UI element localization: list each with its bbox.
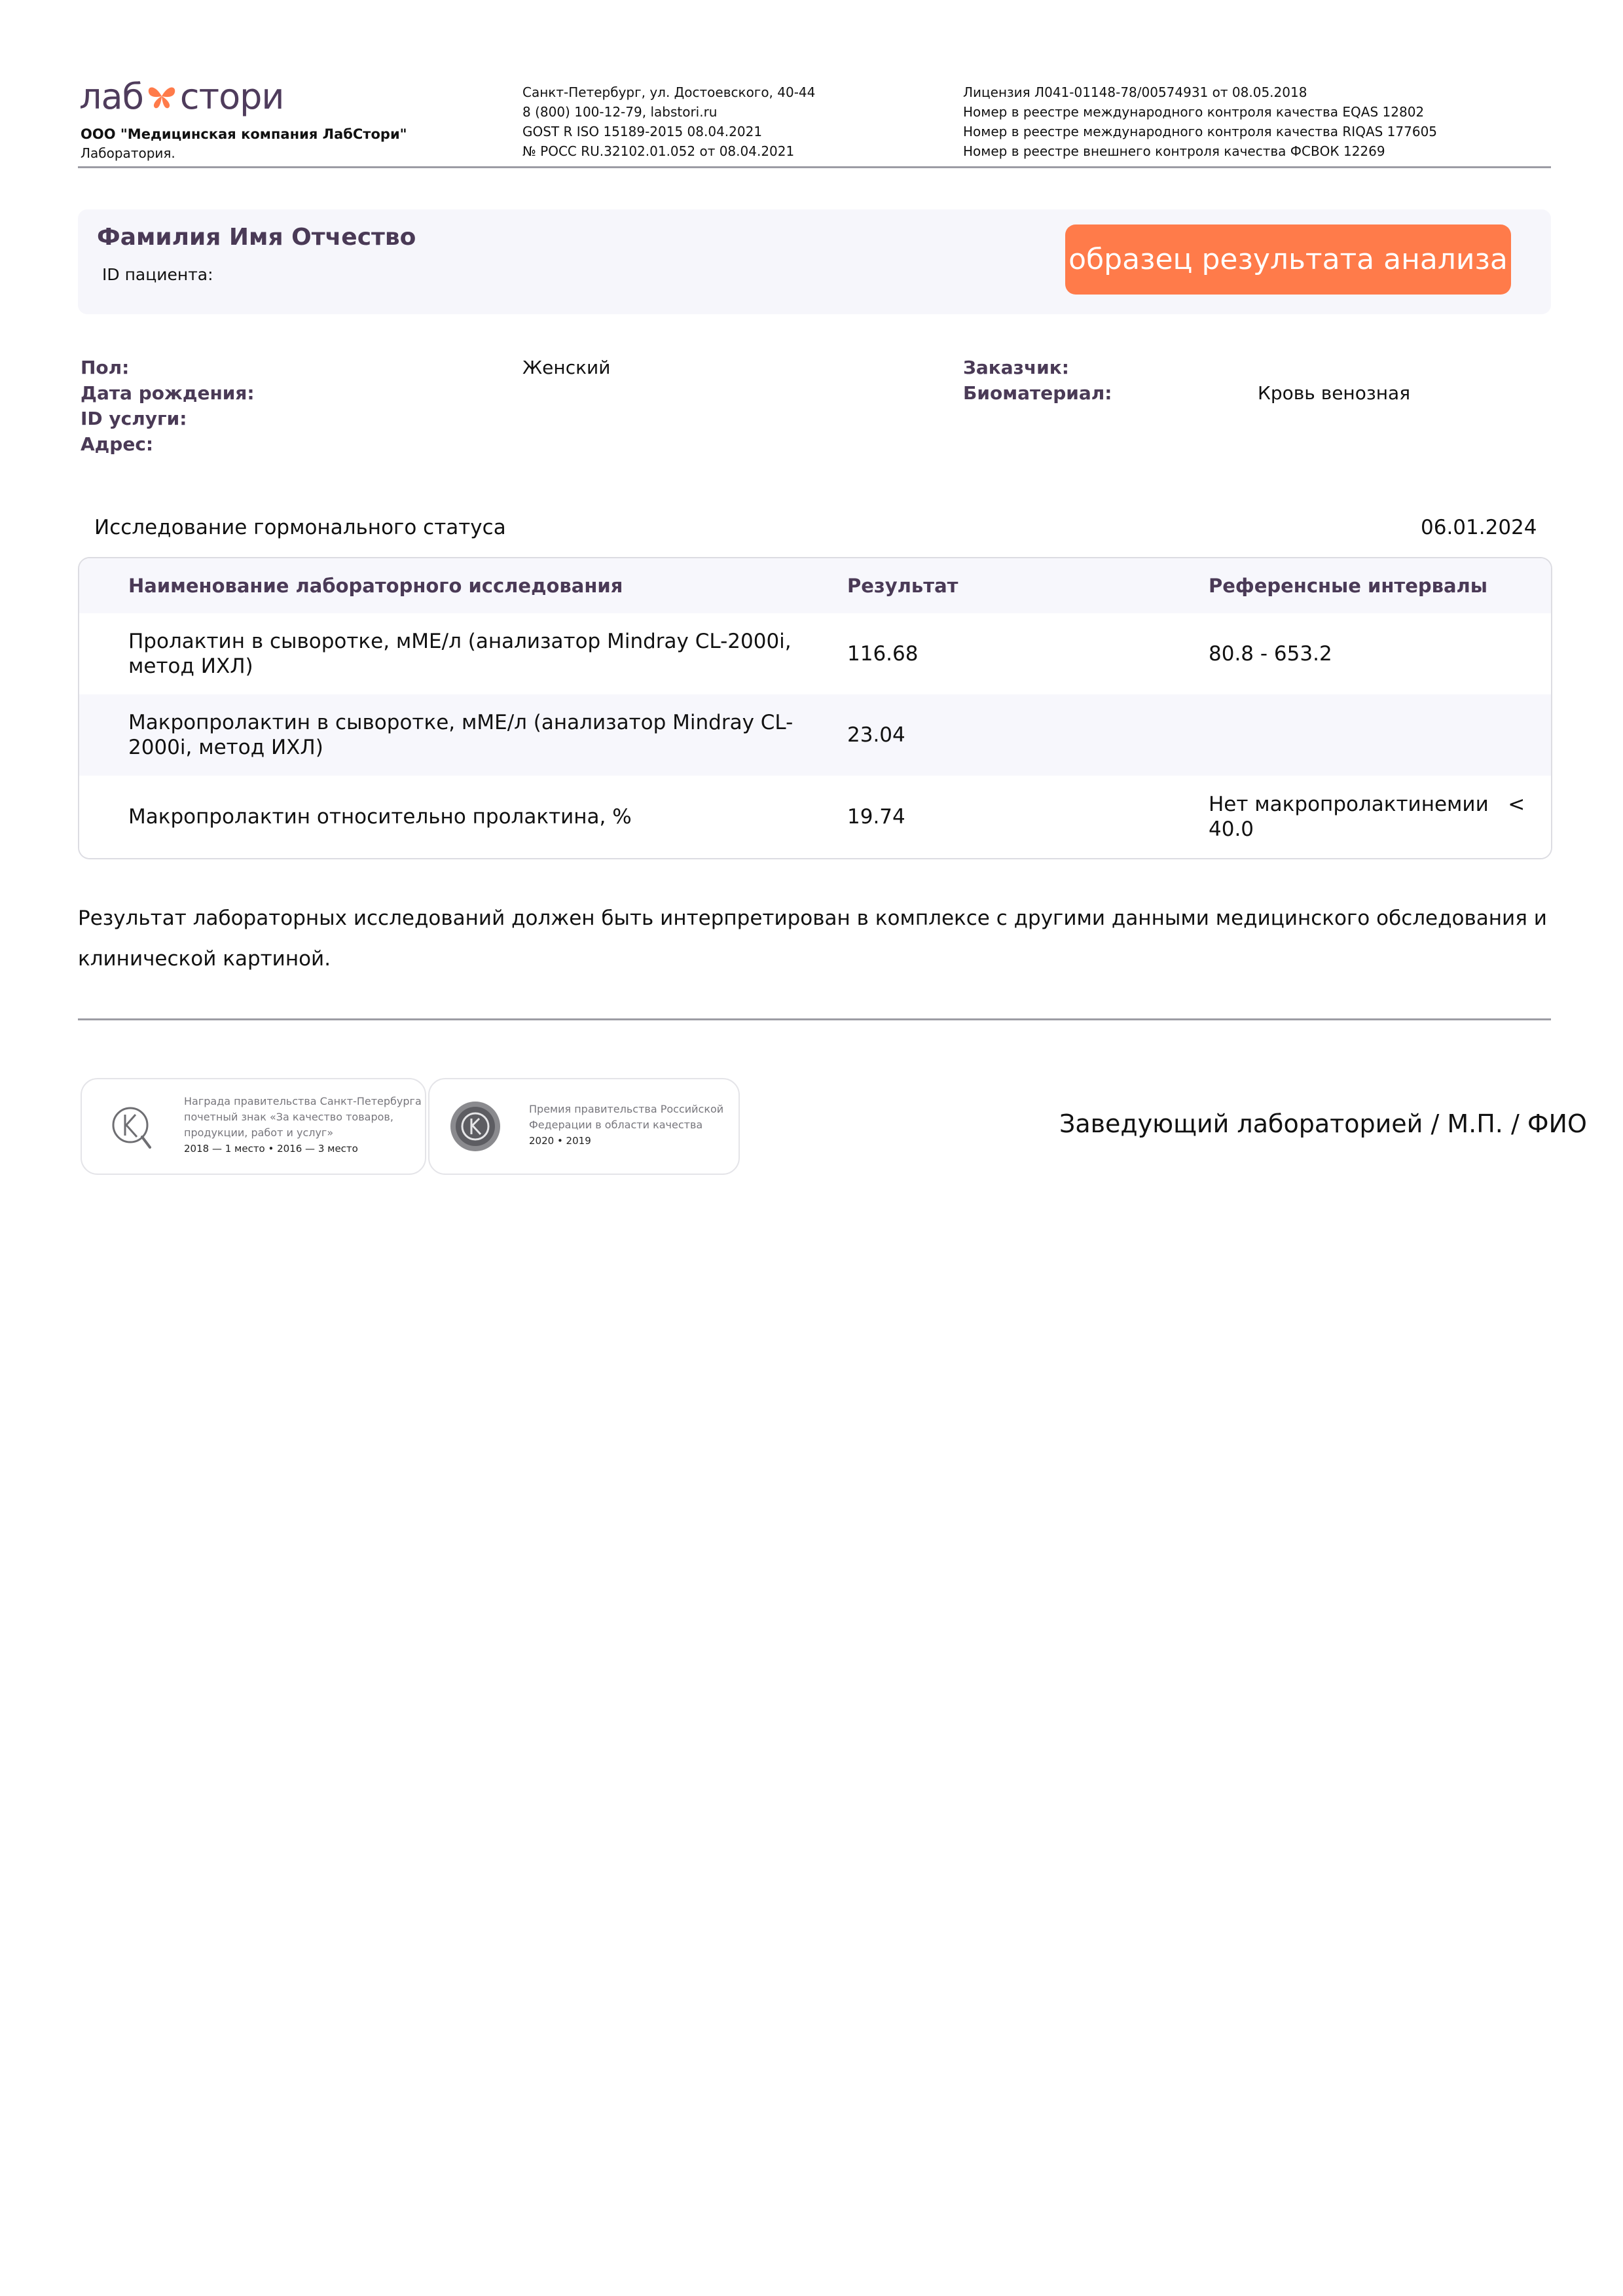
quality-medal-icon bbox=[448, 1099, 503, 1154]
section-title: Исследование гормонального статуса bbox=[94, 516, 506, 539]
contact-line: Санкт-Петербург, ул. Достоевского, 40-44 bbox=[522, 84, 816, 100]
licenses-block bbox=[963, 82, 1437, 161]
address-label: Адрес: bbox=[81, 433, 154, 455]
table-row bbox=[79, 694, 1551, 776]
table-header-row bbox=[79, 558, 1551, 613]
company-name: ООО "Медицинская компания ЛабСтори" bbox=[81, 126, 407, 142]
award-text bbox=[529, 1102, 723, 1149]
sample-result-badge: образец результата анализа bbox=[1065, 224, 1511, 295]
award-line: Федерации в области качества bbox=[529, 1119, 703, 1131]
header-reference: Референсные интервалы bbox=[1209, 575, 1488, 597]
dob-label: Дата рождения: bbox=[81, 382, 255, 404]
test-name: Макропролактин относительно пролактина, % bbox=[128, 805, 632, 829]
interpretation-note: Результат лабораторных исследований должен быть интерпретирован в комплексе с другими данными медицинского обследования и клинической картиной. bbox=[78, 906, 1547, 971]
contacts-block bbox=[522, 82, 815, 161]
table-row bbox=[79, 613, 1551, 694]
sex-value: Женский bbox=[522, 357, 611, 378]
award-years: 2018 — 1 место • 2016 — 3 место bbox=[184, 1143, 358, 1155]
customer-label: Заказчик: bbox=[963, 357, 1069, 378]
header-name: Наименование лабораторного исследования bbox=[128, 575, 623, 597]
test-name: Пролактин в сыворотке, мМЕ/л (анализатор Mindray CL-2000i, метод ИХЛ) bbox=[128, 630, 792, 678]
contact-line: GOST R ISO 15189-2015 08.04.2021 bbox=[522, 124, 763, 139]
award-badge-rf bbox=[428, 1078, 740, 1175]
license-line: Номер в реестре международного контроля качества EQAS 12802 bbox=[963, 104, 1425, 120]
header-divider bbox=[78, 166, 1551, 168]
logo-text-left: лаб bbox=[79, 75, 143, 117]
test-name: Макропролактин в сыворотке, мМЕ/л (анализатор Mindray CL-2000i, метод ИХЛ) bbox=[128, 711, 793, 759]
logo-text-right: стори bbox=[179, 75, 284, 117]
table-row bbox=[79, 776, 1551, 858]
contact-line: № РОСС RU.32102.01.052 от 08.04.2021 bbox=[522, 143, 795, 159]
license-line: Лицензия Л041-01148-78/00574931 от 08.05.2018 bbox=[963, 84, 1307, 100]
award-text bbox=[184, 1094, 422, 1157]
award-line: почетный знак «За качество товаров, bbox=[184, 1111, 393, 1123]
award-line: Премия правительства Российской bbox=[529, 1103, 724, 1115]
contact-line: 8 (800) 100-12-79, labstori.ru bbox=[522, 104, 718, 120]
header-result: Результат bbox=[847, 575, 958, 597]
test-result: 116.68 bbox=[847, 642, 919, 666]
test-reference bbox=[1209, 694, 1536, 776]
test-result: 23.04 bbox=[847, 723, 905, 747]
test-result: 19.74 bbox=[847, 805, 905, 829]
test-reference: Нет макропролактинемии < 40.0 bbox=[1209, 793, 1532, 841]
award-badge-spb bbox=[81, 1078, 426, 1175]
test-reference: 80.8 - 653.2 bbox=[1209, 642, 1332, 666]
award-years: 2020 • 2019 bbox=[529, 1135, 591, 1147]
section-date: 06.01.2024 bbox=[1421, 516, 1537, 539]
sex-label: Пол: bbox=[81, 357, 130, 378]
patient-name: Фамилия Имя Отчество bbox=[97, 224, 416, 251]
biomaterial-value: Кровь венозная bbox=[1258, 382, 1411, 404]
company-subtitle: Лаборатория. bbox=[81, 145, 175, 161]
results-table bbox=[78, 557, 1552, 859]
award-line: Награда правительства Санкт-Петербурга bbox=[184, 1095, 422, 1107]
butterfly-icon bbox=[145, 79, 179, 113]
service-id-label: ID услуги: bbox=[81, 408, 187, 429]
patient-id-label: ID пациента: bbox=[102, 265, 213, 284]
license-line: Номер в реестре внешнего контроля качества ФСВОК 12269 bbox=[963, 143, 1385, 159]
award-line: продукции, работ и услуг» bbox=[184, 1126, 334, 1139]
company-logo bbox=[79, 73, 283, 119]
signature-line: Заведующий лабораторией / М.П. / ФИО bbox=[1059, 1109, 1587, 1138]
biomaterial-label: Биоматериал: bbox=[963, 382, 1112, 404]
footer-divider bbox=[78, 1018, 1551, 1020]
license-line: Номер в реестре международного контроля качества RIQAS 177605 bbox=[963, 124, 1438, 139]
quality-k-icon bbox=[104, 1099, 159, 1154]
